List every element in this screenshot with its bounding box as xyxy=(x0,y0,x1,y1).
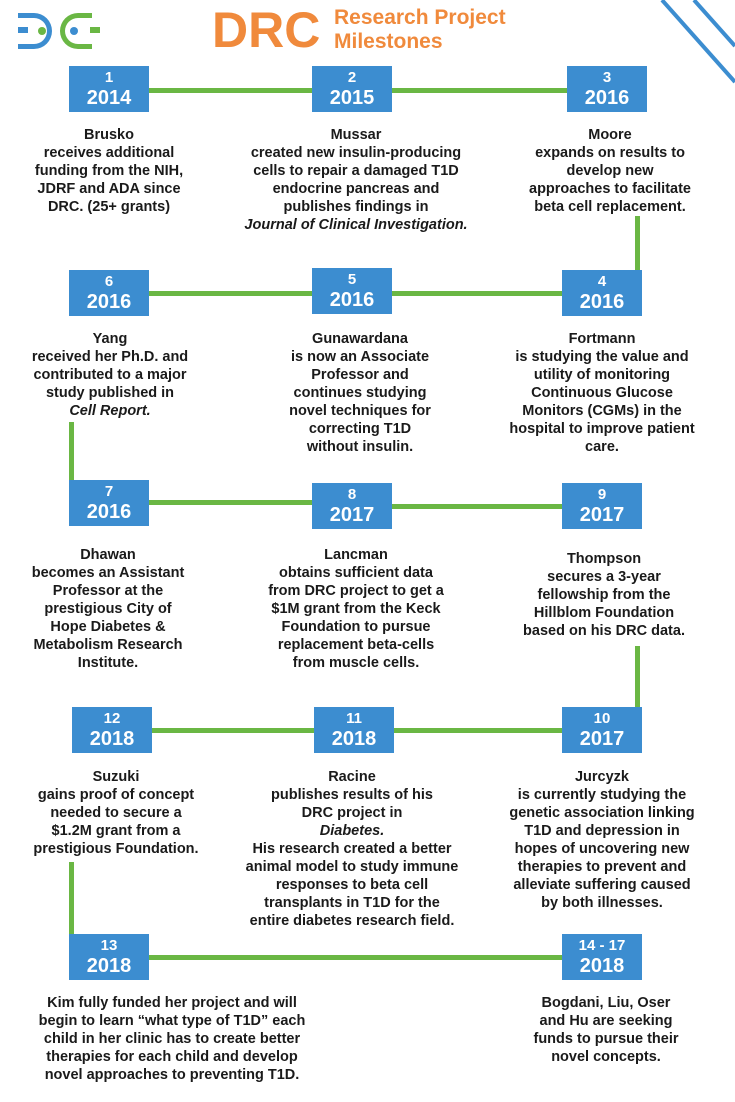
milestone-10-box: 10 2017 xyxy=(562,707,642,753)
milestone-12-description: Suzuki gains proof of concept needed to secure a $1.2M grant from a prestigious Foundation. xyxy=(33,769,199,857)
milestone-13-box: 13 2018 xyxy=(69,934,149,980)
connector-7-8 xyxy=(146,500,314,505)
milestone-12-box: 12 2018 xyxy=(72,707,152,753)
milestone-7-box: 7 2016 xyxy=(69,480,149,526)
milestone-1-box: 1 2014 xyxy=(69,66,149,112)
milestone-14-17-box: 14 - 17 2018 xyxy=(562,934,642,980)
milestone-3-box: 3 2016 xyxy=(567,66,647,112)
connector-2-3 xyxy=(390,88,570,93)
connector-4-5 xyxy=(390,291,564,296)
milestone-5-description: Gunawardana is now an Associate Professor and continues studying novel techniques for correcting T1D without insulin. xyxy=(289,331,431,455)
milestone-2-box: 2 2015 xyxy=(312,66,392,112)
decorative-diagonal-lines xyxy=(650,0,735,90)
connector-5-6 xyxy=(146,291,314,296)
page-subtitle: Research Project Milestones xyxy=(334,6,506,53)
connector-11-12 xyxy=(150,728,316,733)
milestone-3-description: Moore expands on results to develop new approaches to facilitate beta cell replacement. xyxy=(529,127,691,215)
connector-8-9 xyxy=(390,504,564,509)
milestone-9-box: 9 2017 xyxy=(562,483,642,529)
page-title: DRC xyxy=(212,2,321,58)
connector-10-11 xyxy=(392,728,564,733)
connector-6-7 xyxy=(69,422,74,484)
milestone-6-description: Yang received her Ph.D. and contributed to a major study published in Cell Report. xyxy=(31,331,189,419)
connector-1-2 xyxy=(148,88,314,93)
connector-12-13 xyxy=(69,862,74,936)
milestone-1-description: Brusko receives additional funding from the NIH, JDRF and ADA since DRC. (25+ grants) xyxy=(34,127,184,215)
connector-3-4 xyxy=(635,216,640,272)
milestone-4-box: 4 2016 xyxy=(562,270,642,316)
milestone-8-box: 8 2017 xyxy=(312,483,392,529)
connector-9-10 xyxy=(635,646,640,710)
milestone-8-description: Lancman obtains sufficient data from DRC project to get a $1M grant from the Keck Foundation to pursue replacement beta-cells from muscle cells. xyxy=(268,547,444,671)
milestone-11-description: Racine publishes results of his DRC project in Diabetes. His research created a better animal model to study immune responses to beta cell transplants in T1D for the entire diabetes research field. xyxy=(245,769,459,929)
milestone-10-description: Jurcyzk is currently studying the genetic association linking T1D and depression in hopes of uncovering new therapies to prevent and alleviate suffering caused by both illnesses. xyxy=(509,769,695,911)
milestone-13-description: Kim fully funded her project and will begin to learn “what type of T1D” each child in her clinic has to create better therapies for each child and develop novel approaches to preventing T1D. xyxy=(38,995,306,1083)
milestone-2-description: Mussar created new insulin-producing cells to repair a damaged T1D endocrine pancreas and publishes findings in Journal of Clinical Investigation. xyxy=(244,127,468,233)
milestone-11-box: 11 2018 xyxy=(314,707,394,753)
drc-logo xyxy=(18,10,102,52)
milestone-4-description: Fortmann is studying the value and utility of monitoring Continuous Glucose Monitors (CGMs) in the hospital to improve patient care. xyxy=(509,331,695,455)
milestone-14-17-description: Bogdani, Liu, Oser and Hu are seeking funds to pursue their novel concepts. xyxy=(533,995,679,1065)
connector-13-14 xyxy=(146,955,564,960)
milestone-5-box: 5 2016 xyxy=(312,268,392,314)
milestone-9-description: Thompson secures a 3-year fellowship from the Hillblom Foundation based on his DRC data. xyxy=(523,551,685,639)
milestone-7-description: Dhawan becomes an Assistant Professor at the prestigious City of Hope Diabetes & Metabolism Research Institute. xyxy=(31,547,185,671)
milestone-6-box: 6 2016 xyxy=(69,270,149,316)
